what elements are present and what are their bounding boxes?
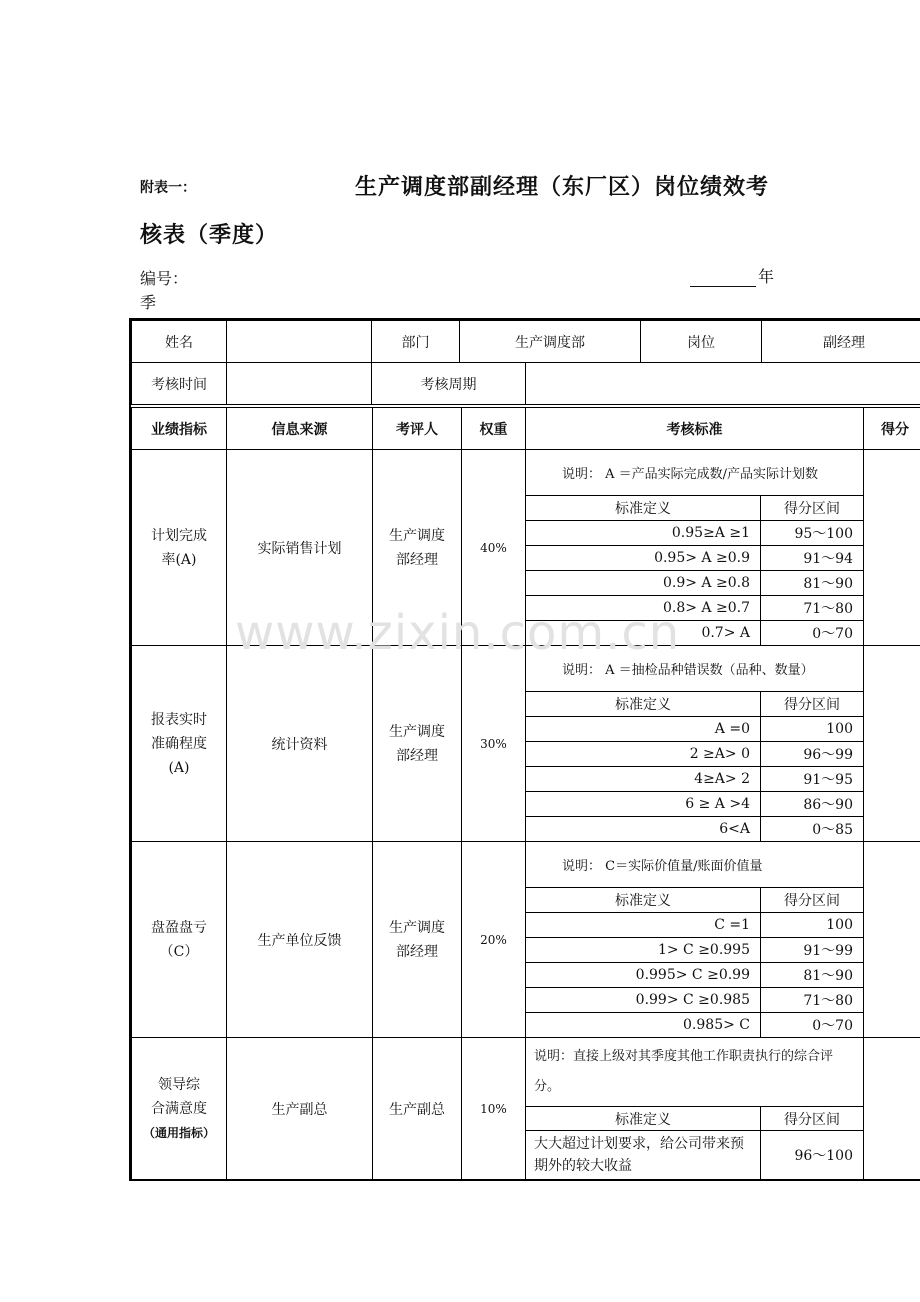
standard-note: 说明： C＝实际价值量/账面价值量: [526, 842, 864, 888]
sub-header-def: 标准定义: [526, 692, 761, 717]
indicator-name: 报表实时 准确程度 (A): [132, 646, 227, 842]
standard-def: 2 ≥A> 0: [526, 742, 761, 767]
standard-def: 1> C ≥0.995: [526, 938, 761, 963]
standard-def: 0.95> A ≥0.9: [526, 546, 761, 571]
standard-note: 说明： A ＝产品实际完成数/产品实际计划数: [526, 450, 864, 496]
score-range: 95～100: [761, 521, 864, 546]
year-label: 年: [758, 267, 775, 286]
info-table: [131, 320, 920, 363]
indicator-name: 计划完成 率(A): [132, 450, 227, 646]
col-source: 信息来源: [227, 408, 373, 450]
sub-header-range: 得分区间: [761, 1107, 864, 1131]
name-label: 姓名: [132, 321, 227, 363]
sub-header-def: 标准定义: [526, 888, 761, 913]
year-blank-line: [690, 270, 756, 287]
kpi-table: [131, 407, 920, 1180]
indicator-weight: 10%: [462, 1038, 526, 1180]
col-rater: 考评人: [373, 408, 462, 450]
standard-def: 0.99> C ≥0.985: [526, 988, 761, 1013]
score-range: 100: [761, 717, 864, 742]
post-value: 副经理: [762, 321, 920, 363]
score-cell[interactable]: [864, 1038, 920, 1180]
indicator-rater: 生产副总: [373, 1038, 462, 1180]
standard-def: 0.985> C: [526, 1013, 761, 1038]
indicator-name: 领导综 合满意度 （通用指标）: [132, 1038, 227, 1180]
indicator-source: 实际销售计划: [227, 450, 373, 646]
standard-def: C =1: [526, 913, 761, 938]
score-cell[interactable]: [864, 646, 920, 842]
indicator-rater: 生产调度 部经理: [373, 450, 462, 646]
indicator-source: 统计资料: [227, 646, 373, 842]
score-range: 96～99: [761, 742, 864, 767]
indicator-source: 生产副总: [227, 1038, 373, 1180]
period-table: [131, 362, 920, 405]
period-value[interactable]: [526, 363, 920, 405]
standard-def: 0.8> A ≥0.7: [526, 596, 761, 621]
time-label: 考核时间: [132, 363, 227, 405]
standard-def: 0.95≥A ≥1: [526, 521, 761, 546]
sub-header-range: 得分区间: [761, 888, 864, 913]
indicator-name: 盘盈盘亏 （C）: [132, 842, 227, 1038]
sub-header-range: 得分区间: [761, 496, 864, 521]
col-standard: 考核标准: [526, 408, 864, 450]
year-field: [690, 264, 774, 287]
indicator-weight: 30%: [462, 646, 526, 842]
indicator-weight: 20%: [462, 842, 526, 1038]
score-range: 0～85: [761, 817, 864, 842]
score-range: 0～70: [761, 1013, 864, 1038]
score-range: 86～90: [761, 792, 864, 817]
standard-def: 0.995> C ≥0.99: [526, 963, 761, 988]
sub-header-def: 标准定义: [526, 496, 761, 521]
post-label: 岗位: [641, 321, 762, 363]
period-label: 考核周期: [372, 363, 526, 405]
season-label: 季: [140, 293, 157, 312]
document-title-line-2: 核表（季度）: [140, 222, 279, 248]
standard-note: 说明：直接上级对其季度其他工作职责执行的综合评分。: [526, 1038, 864, 1107]
standard-def: 4≥A> 2: [526, 767, 761, 792]
score-cell[interactable]: [864, 450, 920, 646]
standard-def: 0.7> A: [526, 621, 761, 646]
col-indicator: 业绩指标: [132, 408, 227, 450]
watermark: www.zixin.com.cn: [235, 605, 681, 661]
score-range: 91～99: [761, 938, 864, 963]
score-range: 71～80: [761, 596, 864, 621]
indicator-rater: 生产调度 部经理: [373, 646, 462, 842]
score-cell[interactable]: [864, 842, 920, 1038]
score-range: 91～95: [761, 767, 864, 792]
time-value[interactable]: [227, 363, 372, 405]
standard-def: 6<A: [526, 817, 761, 842]
code-label: 编号：: [140, 269, 189, 288]
document-title-line-1: 生产调度部副经理（东厂区）岗位绩效考: [355, 174, 770, 200]
score-range: 71～80: [761, 988, 864, 1013]
standard-def: 0.9> A ≥0.8: [526, 571, 761, 596]
score-range: 0～70: [761, 621, 864, 646]
score-range: 100: [761, 913, 864, 938]
dept-value: 生产调度部: [460, 321, 641, 363]
col-weight: 权重: [462, 408, 526, 450]
indicator-weight: 40%: [462, 450, 526, 646]
standard-note: 说明： A ＝抽检品种错误数（品种、数量）: [526, 646, 864, 692]
standard-def: A =0: [526, 717, 761, 742]
sub-header-range: 得分区间: [761, 692, 864, 717]
score-range: 96～100: [761, 1131, 864, 1180]
standard-def: 6 ≥ A >4: [526, 792, 761, 817]
score-range: 81～90: [761, 963, 864, 988]
indicator-rater: 生产调度 部经理: [373, 842, 462, 1038]
standard-def: 大大超过计划要求，给公司带来预期外的较大收益: [526, 1131, 761, 1180]
sub-header-def: 标准定义: [526, 1107, 761, 1131]
score-range: 81～90: [761, 571, 864, 596]
appendix-label: 附表一：: [140, 180, 196, 196]
name-value[interactable]: [227, 321, 372, 363]
assessment-form: [129, 318, 920, 1181]
score-range: 91～94: [761, 546, 864, 571]
col-score: 得分: [864, 408, 920, 450]
indicator-source: 生产单位反馈: [227, 842, 373, 1038]
dept-label: 部门: [372, 321, 460, 363]
